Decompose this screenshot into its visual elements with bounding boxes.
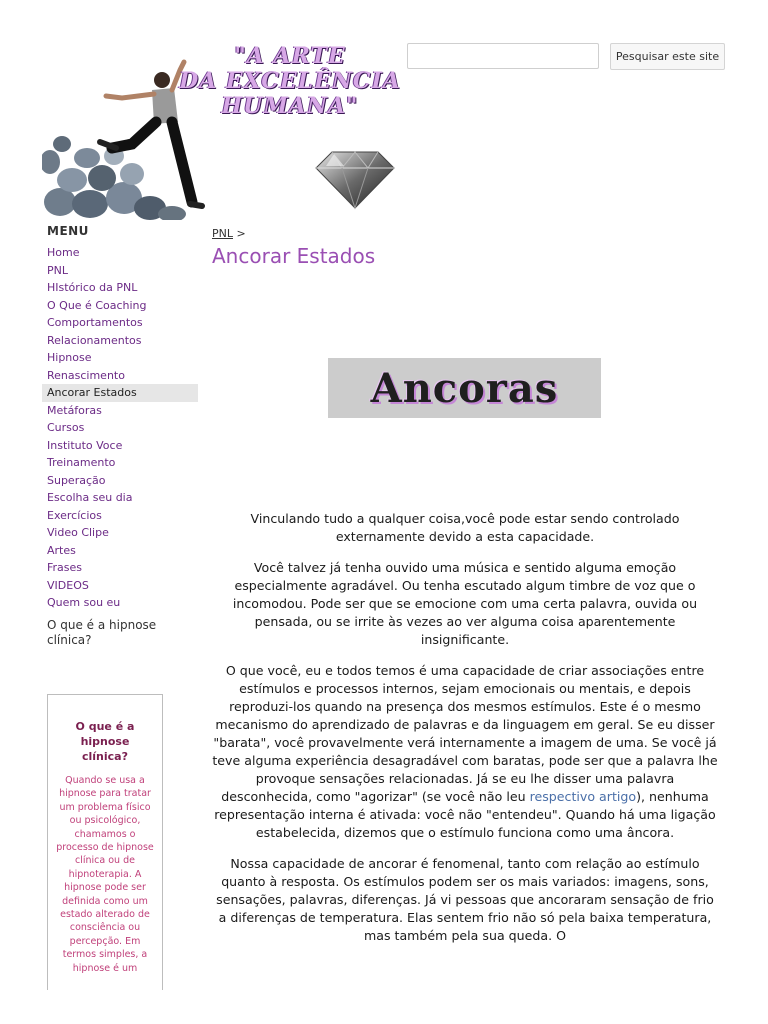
sidebar-item-historico[interactable]: [42, 279, 198, 297]
breadcrumb: [212, 227, 718, 240]
sidebar-item-label[interactable]: Hipnose: [47, 351, 92, 364]
sidebar-item-label[interactable]: Artes: [47, 543, 76, 557]
site-title-line-1: "A ARTE: [234, 43, 346, 69]
sidebar-item-renascimento[interactable]: [42, 367, 198, 385]
ancoras-banner-image: [328, 358, 601, 418]
sidebar-item-escolha-seu-dia[interactable]: [42, 489, 198, 507]
sidebar-item-label[interactable]: Cursos: [47, 421, 85, 434]
article-text: O que você, eu e todos temos é uma capacidade de criar associações entre estímulos e processos internos, sejam emocionais ou mentais, e depois reproduzi-los quando na presença dos mesmos estímulos. Este é o mesmo mecanismo do aprendizado de palavras e da linguagem em geral. Se eu disser "barata", você provavelmente verá internamente a imagem de uma. Se você já teve alguma experiência desagradável com baratas, pode ser que a palavra lhe provoque sensações relacionadas. Já se eu lhe disser uma palavra desconhecida, como "agorizar" (se você não leu: [212, 663, 718, 804]
sidebar-item-label[interactable]: VIDEOS: [47, 578, 89, 592]
sidebar-item-instituto-voce[interactable]: [42, 437, 198, 455]
sidebar-item-quem-sou-eu[interactable]: [42, 594, 198, 612]
sidebar-item-label[interactable]: O Que é Coaching: [47, 298, 147, 312]
respectivo-artigo-link[interactable]: respectivo artigo: [529, 789, 637, 804]
sidebar-item-label[interactable]: Video Clipe: [47, 526, 109, 539]
hipnose-info-box: [47, 694, 163, 990]
main-content: [212, 224, 718, 268]
breadcrumb-link-pnl[interactable]: PNL: [212, 227, 233, 240]
sidebar-item-cursos[interactable]: [42, 419, 198, 437]
sidebar-item-label[interactable]: Metáforas: [47, 403, 102, 417]
sidebar-item-label[interactable]: Exercícios: [47, 508, 102, 522]
sidebar-item-label[interactable]: Relacionamentos: [47, 333, 142, 347]
sidebar-item-video-clipe[interactable]: [42, 524, 198, 542]
sidebar: [42, 224, 198, 648]
sidebar-item-label[interactable]: Treinamento: [47, 456, 116, 469]
site-title-line-3: HUMANA": [221, 93, 359, 119]
sidebar-item-label[interactable]: HIstórico da PNL: [47, 281, 138, 294]
sidebar-item-label[interactable]: PNL: [47, 263, 68, 277]
info-box-title: O que é a hipnose clínica?: [75, 720, 135, 763]
article-text: ), nenhuma representação interna é ativada: você não "entendeu". Quando há uma ligação estabelecida, dizemos que o estímulo funciona como uma âncora.: [214, 789, 716, 840]
search-input[interactable]: [407, 43, 599, 69]
sidebar-item-comportamentos[interactable]: [42, 314, 198, 332]
sidebar-nav: [42, 244, 198, 612]
site-header: [0, 0, 768, 222]
sidebar-item-label[interactable]: Instituto Voce: [47, 438, 123, 452]
sidebar-item-label[interactable]: Comportamentos: [47, 316, 143, 329]
article-paragraph: Nossa capacidade de ancorar é fenomenal, tanto com relação ao estímulo quanto à resposta. Os estímulos podem ser os mais variados: imagens, sons, sensações, palavras, diferenças. Já vi pessoas que ancoraram sensação de frio a diferenças de temperatura. Elas sentem frio não só pela baixa temperatura, mas também pela sua queda. O: [216, 856, 714, 943]
sidebar-item-relacionamentos[interactable]: [42, 332, 198, 350]
sidebar-item-label[interactable]: Quem sou eu: [47, 596, 121, 609]
sidebar-item-label[interactable]: Escolha seu dia: [47, 491, 133, 504]
page-title: Ancorar Estados: [212, 244, 376, 268]
article-paragraph: [212, 662, 718, 842]
sidebar-item-label[interactable]: Frases: [47, 561, 83, 574]
sidebar-item-coaching[interactable]: [42, 297, 198, 315]
sidebar-item-superacao[interactable]: [42, 472, 198, 490]
sidebar-item-pnl[interactable]: [42, 262, 198, 280]
sidebar-question-heading: O que é a hipnose clínica?: [47, 617, 157, 647]
sidebar-item-metaforas[interactable]: [42, 402, 198, 420]
sidebar-item-exercicios[interactable]: [42, 507, 198, 525]
sidebar-item-label[interactable]: Ancorar Estados: [47, 386, 137, 399]
diamond-image: [314, 148, 396, 210]
sidebar-item-label[interactable]: Renascimento: [47, 368, 125, 382]
sidebar-item-hipnose[interactable]: [42, 349, 198, 367]
sidebar-item-label[interactable]: Superação: [47, 473, 106, 487]
article-paragraph: Vinculando tudo a qualquer coisa,você pode estar sendo controlado externamente devido a esta capacidade.: [250, 511, 680, 544]
sidebar-item-frases[interactable]: [42, 559, 198, 577]
sidebar-item-ancorar-estados[interactable]: [42, 384, 198, 402]
sidebar-item-label[interactable]: Home: [47, 246, 80, 259]
breadcrumb-separator: >: [236, 227, 246, 240]
sidebar-item-treinamento[interactable]: [42, 454, 198, 472]
sidebar-item-videos[interactable]: [42, 577, 198, 595]
article-paragraph: Você talvez já tenha ouvido uma música e sentido alguma emoção especialmente agradável. Ou tenha escutado algum timbre de voz que o incomodou. Pode ser que se emocione com uma certa palavra, ouvida ou pensada, ou se irrite às vezes ao ver alguma coisa aparentemente insignificante.: [232, 560, 698, 647]
sidebar-item-home[interactable]: [42, 244, 198, 262]
info-box-text: Quando se usa a hipnose para tratar um problema físico ou psicológico, chamamos o processo de hipnose clínica ou de hipnoterapia. A hipnose pode ser definida como um estado alterado de consciência ou percepção. Em termos simples, a hipnose é um: [56, 775, 154, 974]
sidebar-item-artes[interactable]: [42, 542, 198, 560]
site-title: [170, 44, 410, 119]
search-button[interactable]: Pesquisar este site: [610, 43, 725, 70]
site-title-line-2: DA EXCELÊNCIA: [179, 68, 401, 94]
menu-heading: MENU: [47, 224, 89, 238]
article-body: [212, 510, 718, 958]
ancoras-banner-text: Ancoras: [370, 364, 559, 412]
